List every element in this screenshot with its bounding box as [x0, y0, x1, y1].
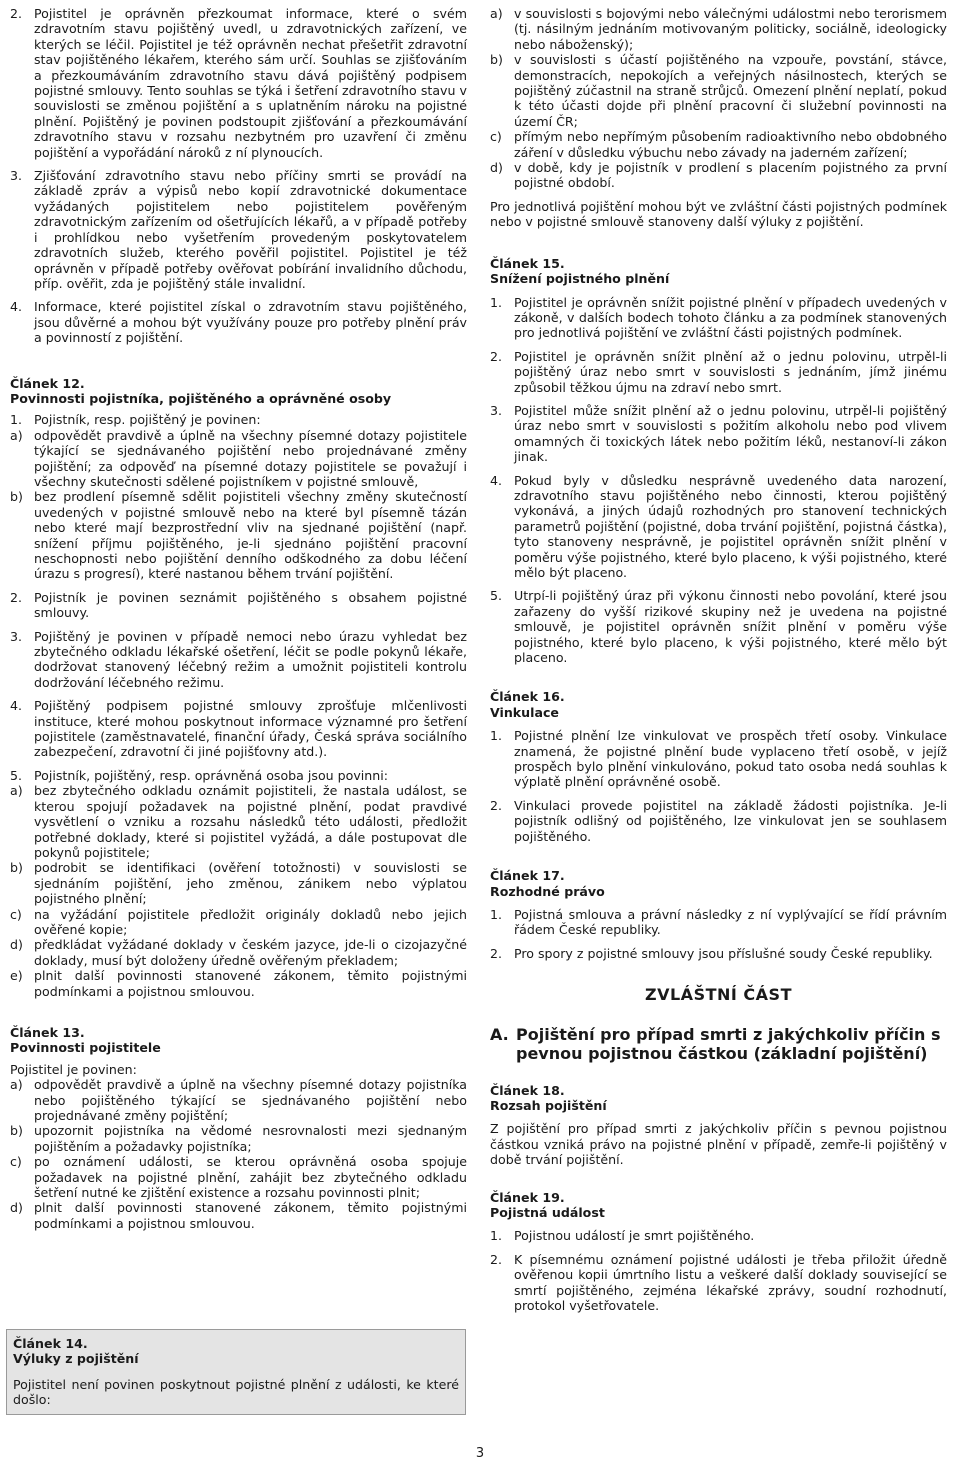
- article-number: Článek 16.: [490, 689, 565, 705]
- article-17-heading: [490, 868, 947, 899]
- item-number: 2.: [10, 589, 23, 605]
- section-title-text: Pojištění pro případ smrti z jakýchkoliv příčin s pevnou pojistnou částkou (základní pojištění): [516, 1024, 941, 1063]
- sub-letter: c): [10, 906, 22, 922]
- item-number: 1.: [490, 294, 503, 310]
- sub-letter: a): [490, 6, 503, 21]
- sub-item: [490, 52, 947, 129]
- sub-text: podrobit se identifikaci (ověření totožnosti) v souvislosti se sjednáním pojištění, jeho změnou, zánikem nebo výplatou pojistného plnění;: [34, 860, 467, 907]
- list-item: [10, 590, 467, 621]
- article-17-body: [490, 907, 947, 961]
- article-title: Rozhodné právo: [490, 883, 605, 899]
- list-item: [10, 629, 467, 691]
- item-text: Utrpí-li pojištěný úraz při výkonu činnosti nebo povolání, které jsou zařazeny do vyšší rizikové skupiny než je uvedena na pojistné smlouvě, je pojistitel oprávněn snížit plnění v poměru výše pojistného, které bylo placeno, k výši pojistného, které mělo být placeno.: [514, 588, 947, 666]
- sub-text: bez prodlení písemně sdělit pojistiteli všechny změny skutečností uvedených v pojistné smlouvě nebo na které byl písemně tázán nebo které mají bezprostřední vliv na sjednané pojištění (např. snížení příjmu pojištěného, je-li sjednáno pojištění pracovní neschopnosti nebo pojištění denního odškodného za dobu léčení úrazu s progresí), které nastanou během trvání pojištění.: [34, 489, 467, 582]
- item-number: 3.: [10, 628, 23, 644]
- article-12-heading: [10, 376, 467, 407]
- sub-text: předkládat vyžádané doklady v českém jazyce, jde-li o cizojazyčné doklady, musí být doloženy úředně ověřeným překladem;: [34, 937, 467, 968]
- sub-item: [10, 1077, 467, 1123]
- sub-item: [10, 783, 467, 860]
- item-number: 3.: [490, 402, 503, 418]
- item-number: 1.: [490, 1228, 503, 1244]
- item-number: 2.: [490, 945, 503, 961]
- list-item: [490, 1228, 947, 1243]
- list-item: [490, 946, 947, 961]
- list-item: [490, 295, 947, 341]
- article-title: Pojistná událost: [490, 1204, 605, 1220]
- item-text: Pojištěný podpisem pojistné smlouvy zprošťuje mlčenlivosti instituce, které mohou poskytnout informace významné pro šetření pojistitele (zaměstnavatelé, finanční úřady, Česká správa sociálního zabezpečení, zdravotní či jiné pojišťovny atd.).: [34, 698, 467, 760]
- item-text: Pojistné plnění lze vinkulovat ve prospěch třetí osoby. Vinkulace znamená, že pojistné plnění bude vyplaceno třetí osobě, v jejíž prospěch bylo plnění vinkulováno, pokud tato osoba nedá souhlas k výplatě plnění oprávněné osobě.: [514, 728, 947, 790]
- sub-text: v souvislosti s bojovými nebo válečnými událostmi nebo terorismem (tj. násilným jednáním motivovaným politicky, sociálně, ideologicky nebo náboženský);: [514, 6, 947, 52]
- sub-letter: b): [490, 52, 503, 68]
- article-14-heading: [13, 1336, 459, 1367]
- item-text: Pojištěný je povinen v případě nemoci nebo úrazu vyhledat bez zbytečného odkladu lékařské ošetření, léčit se podle pokynů lékaře, dodržovat stanovený léčebný režim a umožnit pojistiteli kontrolu dodržování léčebného režimu.: [34, 628, 467, 690]
- sub-item: [10, 489, 467, 581]
- item-number: 2.: [490, 348, 503, 364]
- item-text: Pojistnou událostí je smrt pojištěného.: [514, 1228, 755, 1244]
- item-number: 1.: [490, 906, 503, 922]
- article-19-body: [490, 1228, 947, 1313]
- item-text: Vinkulaci provede pojistitel na základě žádosti pojistníka. Je-li pojistník odlišný od pojištěného, lze vinkulovat jen se souhlasem pojištěného.: [514, 797, 947, 844]
- sub-item: [10, 860, 467, 906]
- list-item: [490, 473, 947, 581]
- item-number: 5.: [490, 588, 503, 604]
- list-item: [10, 768, 467, 783]
- sub-text: po oznámení události, se kterou oprávněná osoba spojuje požadavek na pojistné plnění, zahájit bez zbytečného odkladu šetření nutné ke zjištění existence a rozsahu povinnosti plnit;: [34, 1154, 467, 1201]
- article-16-heading: [490, 689, 947, 720]
- sub-text: odpovědět pravdivě a úplně na všechny písemné dotazy pojistitele týkající se sjednávaného pojištění nebo projednávané změny pojištění; za odpověď na písemné dotazy pojistitele se považují i všechny skutečnosti sdělené pojistníkem v pojistné smlouvě,: [34, 427, 467, 489]
- item-number: 5.: [10, 767, 23, 783]
- list-item: [10, 698, 467, 760]
- list-item: [490, 1252, 947, 1314]
- item-text: K písemnému oznámení pojistné události je třeba přiložit úředně ověřenou kopii úmrtního listu a veškeré další doklady související se smrtí pojištěného, zejména lékařské zprávy, soudní rozhodnutí, protokol vyšetřovatele.: [514, 1251, 947, 1313]
- sub-letter: a): [10, 427, 23, 443]
- item-text: Pojistník je povinen seznámit pojištěného s obsahem pojistné smlouvy.: [34, 589, 467, 621]
- sub-text: přímým nebo nepřímým působením radioaktivního nebo obdobného záření v důsledku výbuchu nebo závady na jaderném zařízení;: [514, 129, 947, 160]
- article-number: Článek 13.: [10, 1024, 85, 1040]
- article-14-box: [6, 1329, 466, 1415]
- item-number: 1.: [490, 728, 503, 744]
- sub-item: [490, 6, 947, 52]
- list-item: [490, 403, 947, 465]
- article-number: Článek 17.: [490, 868, 565, 884]
- article-13-heading: [10, 1025, 467, 1056]
- paragraph: Z pojištění pro případ smrti z jakýchkoliv příčin s pevnou pojistnou částkou vzniká právo na pojistné plnění v případě, zemře-li pojištěný v době trvání pojištění.: [490, 1121, 947, 1168]
- list-item: [490, 798, 947, 844]
- sub-letter: e): [10, 968, 23, 984]
- sub-text: upozornit pojistníka na vědomé nesrovnalosti mezi sjednaným pojištěním a požadavky pojistníka;: [34, 1123, 467, 1154]
- special-part-title: ZVLÁŠTNÍ ČÁST: [645, 985, 792, 1005]
- sub-letter: d): [10, 937, 23, 953]
- sub-letter: b): [10, 1123, 23, 1139]
- list-item: [490, 349, 947, 395]
- article-18-heading: [490, 1083, 947, 1114]
- item-number: 4.: [10, 299, 23, 315]
- item-number: 3.: [10, 168, 23, 184]
- sub-letter: a): [10, 1077, 23, 1093]
- article-number: Článek 12.: [10, 375, 85, 391]
- sub-text: v souvislosti s účastí pojištěného na vzpouře, povstání, stávce, demonstracích, nepokojích a veřejných násilnostech, kterých se pojištěný zúčastnil na straně strůjců. Omezení plnění neplatí, pokud k této účasti dojde při plnění pracovní či služební povinnosti na území ČR;: [514, 52, 947, 129]
- item-text: Pojistitel je oprávněn snížit pojistné plnění v případech uvedených v zákoně, v dalších bodech tohoto článku a za podmínek stanovených pro jednotlivá pojištění ve zvláštní části pojistných podmínek.: [514, 294, 947, 341]
- list-item: [490, 907, 947, 938]
- sub-item: [10, 968, 467, 999]
- sub-item: [10, 907, 467, 938]
- item-number: 2.: [490, 797, 503, 813]
- item-number: 2.: [10, 6, 23, 21]
- article-19-heading: [490, 1190, 947, 1221]
- article-title: Výluky z pojištění: [13, 1351, 139, 1367]
- sub-text: na vyžádání pojistitele předložit originály dokladů nebo jejich ověřené kopie;: [34, 906, 467, 937]
- item-number: 4.: [490, 472, 503, 488]
- item-text: Pojistná smlouva a právní následky z ní vyplývající se řídí právním řádem České republiky.: [514, 906, 947, 938]
- article-number: Článek 14.: [13, 1336, 88, 1351]
- sub-item: [10, 1200, 467, 1231]
- sub-text: plnit další povinnosti stanovené zákonem, těmito pojistnými podmínkami a pojistnou smlouvou.: [34, 968, 467, 999]
- sub-letter: b): [10, 489, 23, 505]
- sub-text: v době, kdy je pojistník v prodlení s placením pojistného za první pojistné období.: [514, 160, 947, 191]
- sub-letter: c): [490, 129, 502, 145]
- list-item: [10, 168, 467, 291]
- article-13-body: [10, 1062, 467, 1231]
- sub-letter: b): [10, 860, 23, 876]
- item-text: Pojistník, resp. pojištěný je povinen:: [34, 412, 261, 428]
- item-text: Pojistitel je oprávněn snížit plnění až o jednu polovinu, utrpěl-li pojištěný úraz nebo smrt v souvislosti s jednáním, jímž jinému způsobil těžkou újmu na zdraví nebo smrt.: [514, 348, 947, 395]
- paragraph: Pro jednotlivá pojištění mohou být ve zvláštní části pojistných podmínek nebo v pojistné smlouvě stanoveny další výluky z pojištění.: [490, 198, 947, 230]
- sub-item: [10, 937, 467, 968]
- sub-item: [10, 428, 467, 490]
- sub-item: [490, 129, 947, 160]
- item-number: 4.: [10, 698, 23, 714]
- article-title: Snížení pojistného plnění: [490, 271, 670, 287]
- item-number: 2.: [490, 1251, 503, 1267]
- list-item: [490, 588, 947, 665]
- paragraph: Pojistitel je povinen:: [10, 1061, 137, 1077]
- sub-text: bez zbytečného odkladu oznámit pojistiteli, že nastala událost, se kterou spojují požadavek na pojistné plnění, podat pravdivé vysvětlení o vzniku a rozsahu následků této události, předložit potřebné doklady, které si pojistitel vyžádá, a dále postupovat dle pokynů pojistitele;: [34, 783, 467, 860]
- sub-letter: c): [10, 1154, 22, 1170]
- section-letter: A.: [490, 1024, 509, 1044]
- item-text: Pokud byly v důsledku nesprávně uvedeného data narození, zdravotního stavu pojištěného nebo činnosti, kterou pojištěný vykonává, a jiných údajů rozhodných pro stanovení technických parametrů pojištění (pojistné, doba trvání pojištění, pojistná částka), tyto stanoveny nesprávně, je pojistitel oprávněn snížit plnění v poměru výše pojistného, které bylo placeno, k výši pojistného, které mělo být placeno.: [514, 472, 947, 580]
- article-title: Povinnosti pojistitele: [10, 1040, 161, 1056]
- left-column: [10, 6, 467, 1231]
- article-title: Vinkulace: [490, 704, 559, 720]
- article-number: Článek 19.: [490, 1189, 565, 1205]
- article-title: Povinnosti pojistníka, pojištěného a oprávněné osoby: [10, 390, 392, 406]
- section-a-title: [490, 1025, 947, 1063]
- sub-text: odpovědět pravdivě a úplně na všechny písemné dotazy pojistníka nebo pojištěného týkající se sjednávaného pojištění nebo projednávané změny pojištění;: [34, 1077, 467, 1123]
- item-text: Zjišťování zdravotního stavu nebo příčiny smrti se provádí na základě zpráv a výpisů nebo kopií zdravotnické dokumentace vyžádaných pojistitelem nebo pojistitelem pověřeným zdravotnickým zařízením od ošetřujících lékařů, a v případě potřeby i prohlídkou nebo vyšetřením provedeným poskytovatelem zdravotních služeb, kterého pověřil pojistitel. Pojistitel je též oprávněn v případě potřeby ověřovat pobírání invalidního důchodu, příp. ověřit, zda je pojištěný stále invalidní.: [34, 168, 467, 291]
- right-column: [490, 6, 947, 1313]
- list-item: [10, 412, 467, 427]
- item-text: Informace, které pojistitel získal o zdravotním stavu pojištěného, jsou důvěrné a mohou být využívány pouze pro potřeby plnění práv a povinností z pojištění.: [34, 299, 467, 346]
- sub-item: [10, 1154, 467, 1200]
- item-number: 1.: [10, 412, 23, 428]
- sub-text: plnit další povinnosti stanovené zákonem, těmito pojistnými podmínkami a pojistnou smlouvou.: [34, 1200, 467, 1231]
- sub-letter: d): [490, 160, 503, 176]
- sub-letter: a): [10, 783, 23, 799]
- sub-item: [490, 160, 947, 191]
- article-number: Článek 18.: [490, 1082, 565, 1098]
- paragraph: Pojistitel není povinen poskytnout pojistné plnění z události, ke které došlo:: [13, 1376, 459, 1408]
- list-item: [10, 299, 467, 345]
- article-title: Rozsah pojištění: [490, 1097, 607, 1113]
- item-text: Pojistník, pojištěný, resp. oprávněná osoba jsou povinni:: [34, 767, 388, 783]
- article-16-body: [490, 728, 947, 844]
- article-15-heading: [490, 256, 947, 287]
- sub-item: [10, 1123, 467, 1154]
- sub-letter: d): [10, 1200, 23, 1216]
- article-number: Článek 15.: [490, 255, 565, 271]
- item-text: Pro spory z pojistné smlouvy jsou příslušné soudy České republiky.: [514, 945, 933, 961]
- list-item: [490, 728, 947, 790]
- article-15-body: [490, 295, 947, 666]
- item-text: Pojistitel může snížit plnění až o jednu polovinu, utrpěl-li pojištěný úraz nebo smrt v souvislosti s požitím alkoholu nebo pod vlivem omamných či toxických látek nebo požitím léků, nestanoví-li zákon jinak.: [514, 402, 947, 465]
- item-text: Pojistitel je oprávněn přezkoumat informace, které o svém zdravotním stavu pojištěný uvedl, u zdravotnických zařízení, ve kterých se léčil. Pojistitel je též oprávněn nechat přešetřit zdravotní stav pojištěného lékařem, kterého sám určí. Souhlas se zjišťováním a přezkoumáváním zdravotního stavu dává pojištěný podpisem pojistné smlouvy. Tento souhlas se týká i šetření zdravotního stavu v souvislosti se změnou pojištění a s uplatněním nároku na pojistné plnění. Pojištěný je povinen podstoupit zjišťování a přezkoumávání zdravotního stavu v rozsahu nezbytném pro uzavření či změnu pojištění a vypořádání nároků z ní plynoucích.: [34, 6, 467, 160]
- article-12-body: [10, 412, 467, 999]
- list-item: [10, 6, 467, 160]
- page-number: 3: [475, 1446, 485, 1461]
